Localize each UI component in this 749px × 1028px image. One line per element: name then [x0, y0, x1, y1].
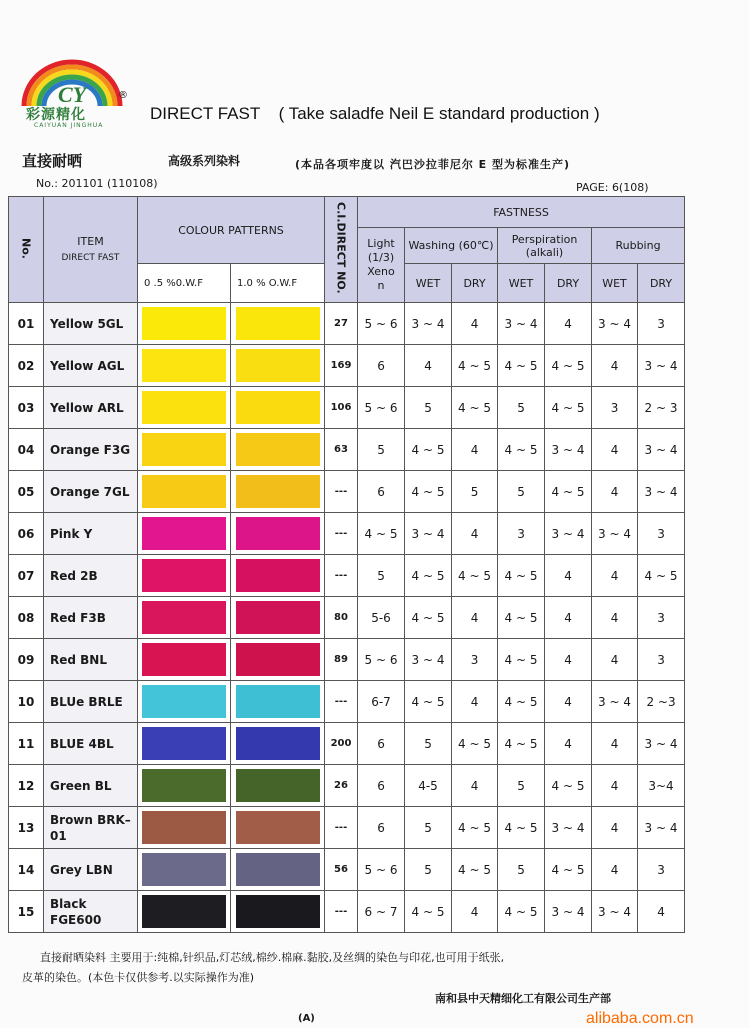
swatch-cell-10: [231, 891, 325, 933]
cell-rub-dry: 4: [638, 891, 685, 933]
cell-no: 15: [9, 891, 44, 933]
cell-persp-dry: 4: [545, 681, 592, 723]
swatch-cell-10: [231, 387, 325, 429]
rainbow-logo-icon: [18, 58, 126, 108]
cell-item: Brown BRK–01: [44, 807, 138, 849]
cell-item: Red 2B: [44, 555, 138, 597]
cell-rub-wet: 4: [592, 639, 638, 681]
cell-wash-dry: 4 ~ 5: [452, 555, 498, 597]
cell-persp-dry: 4 ~ 5: [545, 387, 592, 429]
header-pattern-05: 0 .5 %0.W.F: [138, 264, 231, 303]
colour-swatch-05: [142, 895, 226, 928]
cell-item: Yellow 5GL: [44, 303, 138, 345]
note-line-2: 皮革的染色。(本色卡仅供参考.以实际操作为准): [22, 971, 255, 984]
cell-no: 10: [9, 681, 44, 723]
cell-no: 11: [9, 723, 44, 765]
cell-ci: 89: [325, 639, 358, 681]
table-row: [9, 807, 685, 849]
cell-wash-dry: 4 ~ 5: [452, 387, 498, 429]
cell-item: Yellow AGL: [44, 345, 138, 387]
cell-rub-dry: 2 ~ 3: [638, 387, 685, 429]
cell-rub-dry: 3 ~ 4: [638, 723, 685, 765]
cell-persp-dry: 4 ~ 5: [545, 849, 592, 891]
cell-wash-dry: 4 ~ 5: [452, 807, 498, 849]
colour-swatch-05: [142, 433, 226, 466]
cell-wash-wet: 3 ~ 4: [405, 513, 452, 555]
swatch-cell-10: [231, 555, 325, 597]
table-row: [9, 681, 685, 723]
standard-note-cn: (本品各项牢度以 汽巴沙拉菲尼尔 E 型为标准生产): [295, 158, 571, 171]
cell-wash-dry: 3: [452, 639, 498, 681]
cell-wash-dry: 4 ~ 5: [452, 723, 498, 765]
cell-wash-wet: 4 ~ 5: [405, 891, 452, 933]
cell-persp-wet: 5: [498, 849, 545, 891]
cell-persp-dry: 3 ~ 4: [545, 513, 592, 555]
cell-rub-wet: 4: [592, 723, 638, 765]
cell-persp-dry: 4: [545, 597, 592, 639]
cell-light: 5 ~ 6: [358, 387, 405, 429]
page-title: [150, 104, 600, 124]
colour-swatch-10: [236, 685, 320, 718]
swatch-cell-05: [138, 639, 231, 681]
colour-swatch-05: [142, 769, 226, 802]
cell-no: 14: [9, 849, 44, 891]
cell-wash-wet: 4 ~ 5: [405, 681, 452, 723]
colour-swatch-10: [236, 391, 320, 424]
cell-wash-wet: 4 ~ 5: [405, 471, 452, 513]
cell-persp-wet: 4 ~ 5: [498, 555, 545, 597]
cell-persp-wet: 4 ~ 5: [498, 597, 545, 639]
series-cn: 高级系列染料: [168, 154, 241, 168]
swatch-cell-05: [138, 891, 231, 933]
cell-no: 01: [9, 303, 44, 345]
cell-persp-dry: 4: [545, 723, 592, 765]
watermark: alibaba.com.cn: [586, 1010, 694, 1027]
cell-ci: 169: [325, 345, 358, 387]
cell-light: 6 ~ 7: [358, 891, 405, 933]
cell-rub-wet: 3 ~ 4: [592, 303, 638, 345]
cell-rub-dry: 3: [638, 303, 685, 345]
cell-persp-wet: 3: [498, 513, 545, 555]
cell-wash-wet: 3 ~ 4: [405, 303, 452, 345]
colour-swatch-05: [142, 307, 226, 340]
table-body: [9, 303, 685, 933]
cell-rub-dry: 2 ~3: [638, 681, 685, 723]
cell-rub-wet: 3 ~ 4: [592, 513, 638, 555]
cell-light: 6: [358, 765, 405, 807]
cell-ci: ---: [325, 681, 358, 723]
cell-light: 6: [358, 723, 405, 765]
cell-rub-dry: 4 ~ 5: [638, 555, 685, 597]
cell-persp-dry: 4: [545, 555, 592, 597]
colour-swatch-05: [142, 811, 226, 844]
swatch-cell-05: [138, 471, 231, 513]
cell-rub-wet: 4: [592, 849, 638, 891]
registered-mark: ®: [118, 90, 128, 101]
cell-light: 6-7: [358, 681, 405, 723]
cell-wash-dry: 4: [452, 765, 498, 807]
cell-persp-wet: 4 ~ 5: [498, 345, 545, 387]
cell-wash-wet: 3 ~ 4: [405, 639, 452, 681]
cell-persp-dry: 4: [545, 639, 592, 681]
cell-light: 6: [358, 807, 405, 849]
cell-rub-wet: 3: [592, 387, 638, 429]
header-fastness: FASTNESS: [358, 197, 685, 228]
cell-persp-wet: 4 ~ 5: [498, 891, 545, 933]
cell-wash-wet: 4-5: [405, 765, 452, 807]
cell-ci: ---: [325, 513, 358, 555]
cell-wash-dry: 4: [452, 597, 498, 639]
swatch-cell-10: [231, 345, 325, 387]
cell-persp-wet: 4 ~ 5: [498, 807, 545, 849]
swatch-cell-10: [231, 765, 325, 807]
cell-no: 08: [9, 597, 44, 639]
cell-persp-dry: 3 ~ 4: [545, 891, 592, 933]
header-wash-wet: WET: [405, 264, 452, 303]
cell-wash-wet: 4 ~ 5: [405, 597, 452, 639]
cell-no: 13: [9, 807, 44, 849]
cell-no: 09: [9, 639, 44, 681]
colour-swatch-10: [236, 517, 320, 550]
header-rubbing: Rubbing: [592, 228, 685, 264]
cell-light: 5 ~ 6: [358, 849, 405, 891]
header-persp-dry: DRY: [545, 264, 592, 303]
cell-wash-dry: 4 ~ 5: [452, 345, 498, 387]
cell-persp-dry: 3 ~ 4: [545, 807, 592, 849]
swatch-cell-10: [231, 723, 325, 765]
swatch-cell-10: [231, 849, 325, 891]
cell-wash-wet: 4: [405, 345, 452, 387]
cell-rub-dry: 3: [638, 639, 685, 681]
cell-item: Pink Y: [44, 513, 138, 555]
table-row: [9, 849, 685, 891]
header-ci-direct: C.I.DIRECT NO.: [325, 197, 358, 303]
cell-wash-dry: 4: [452, 303, 498, 345]
table-row: [9, 723, 685, 765]
cell-no: 07: [9, 555, 44, 597]
colour-swatch-05: [142, 559, 226, 592]
cell-light: 6: [358, 345, 405, 387]
cell-wash-dry: 4: [452, 891, 498, 933]
cell-rub-dry: 3: [638, 513, 685, 555]
table-row: [9, 429, 685, 471]
cell-persp-wet: 3 ~ 4: [498, 303, 545, 345]
table-row: [9, 891, 685, 933]
cell-item: Yellow ARL: [44, 387, 138, 429]
cell-light: 4 ~ 5: [358, 513, 405, 555]
cell-wash-dry: 5: [452, 471, 498, 513]
cell-no: 12: [9, 765, 44, 807]
cell-rub-dry: 3 ~ 4: [638, 471, 685, 513]
header-washing: Washing (60℃): [405, 228, 498, 264]
colour-swatch-10: [236, 307, 320, 340]
swatch-cell-10: [231, 471, 325, 513]
swatch-cell-05: [138, 765, 231, 807]
cell-persp-wet: 5: [498, 387, 545, 429]
swatch-cell-10: [231, 429, 325, 471]
cell-item: Black FGE600: [44, 891, 138, 933]
cell-persp-dry: 4 ~ 5: [545, 345, 592, 387]
colour-swatch-10: [236, 559, 320, 592]
colour-swatch-05: [142, 349, 226, 382]
swatch-cell-05: [138, 723, 231, 765]
note-line-1: 直接耐晒染料 主要用于:纯棉,针织品,灯芯绒,棉纱.棉麻.黏胶,及丝绸的染色与印花,也可用于纸张,: [40, 951, 505, 964]
table-row: [9, 639, 685, 681]
colour-swatch-05: [142, 475, 226, 508]
colour-swatch-10: [236, 601, 320, 634]
colour-swatch-10: [236, 769, 320, 802]
page-letter: (A): [298, 1013, 315, 1024]
cell-rub-wet: 4: [592, 765, 638, 807]
cell-wash-dry: 4 ~ 5: [452, 849, 498, 891]
header-pattern-10: 1.0 % O.W.F: [231, 264, 325, 303]
cell-item: Grey LBN: [44, 849, 138, 891]
colour-swatch-10: [236, 811, 320, 844]
swatch-cell-10: [231, 639, 325, 681]
cell-no: 03: [9, 387, 44, 429]
cell-no: 02: [9, 345, 44, 387]
cell-wash-wet: 5: [405, 849, 452, 891]
swatch-cell-05: [138, 429, 231, 471]
colour-swatch-10: [236, 475, 320, 508]
cell-light: 5-6: [358, 597, 405, 639]
header-item: ITEM DIRECT FAST: [44, 197, 138, 303]
colour-swatch-10: [236, 727, 320, 760]
cell-item: Green BL: [44, 765, 138, 807]
cell-persp-wet: 4 ~ 5: [498, 723, 545, 765]
table-row: [9, 471, 685, 513]
cell-rub-wet: 3 ~ 4: [592, 681, 638, 723]
cell-rub-wet: 3 ~ 4: [592, 891, 638, 933]
logo-text-cn: 彩源精化: [26, 107, 86, 123]
table-row: [9, 345, 685, 387]
cell-rub-wet: 4: [592, 807, 638, 849]
colour-swatch-10: [236, 643, 320, 676]
cell-light: 5: [358, 555, 405, 597]
cell-wash-wet: 5: [405, 807, 452, 849]
cell-persp-wet: 4 ~ 5: [498, 429, 545, 471]
cell-rub-dry: 3~4: [638, 765, 685, 807]
cell-ci: 56: [325, 849, 358, 891]
page-number: PAGE: 6(108): [576, 181, 649, 194]
cell-wash-dry: 4: [452, 429, 498, 471]
svg-text:CY: CY: [58, 82, 87, 107]
header-rub-wet: WET: [592, 264, 638, 303]
swatch-cell-05: [138, 303, 231, 345]
cell-light: 5: [358, 429, 405, 471]
swatch-cell-05: [138, 555, 231, 597]
cell-persp-dry: 4 ~ 5: [545, 471, 592, 513]
cell-ci: ---: [325, 891, 358, 933]
cell-ci: 26: [325, 765, 358, 807]
cell-wash-wet: 5: [405, 723, 452, 765]
cell-ci: ---: [325, 471, 358, 513]
cell-item: BLUe BRLE: [44, 681, 138, 723]
swatch-cell-05: [138, 597, 231, 639]
title-note: ( Take saladfe Neil E standard production ): [278, 104, 600, 123]
colour-swatch-10: [236, 433, 320, 466]
cell-ci: 27: [325, 303, 358, 345]
title-cn: 直接耐晒: [22, 152, 83, 170]
header-perspiration: Perspiration (alkali): [498, 228, 592, 264]
header-light: Light (1/3) Xeno n: [358, 228, 405, 303]
table-row: [9, 597, 685, 639]
cell-item: Orange 7GL: [44, 471, 138, 513]
cell-persp-dry: 4: [545, 303, 592, 345]
swatch-cell-05: [138, 387, 231, 429]
header-wash-dry: DRY: [452, 264, 498, 303]
colour-swatch-05: [142, 517, 226, 550]
cell-persp-wet: 4 ~ 5: [498, 681, 545, 723]
fastness-table: [8, 196, 685, 933]
cell-rub-dry: 3 ~ 4: [638, 807, 685, 849]
cell-rub-wet: 4: [592, 471, 638, 513]
colour-swatch-05: [142, 853, 226, 886]
cell-persp-wet: 5: [498, 765, 545, 807]
cell-item: Orange F3G: [44, 429, 138, 471]
table-row: [9, 555, 685, 597]
cell-wash-wet: 5: [405, 387, 452, 429]
colour-swatch-10: [236, 349, 320, 382]
header-persp-wet: WET: [498, 264, 545, 303]
cell-rub-wet: 4: [592, 597, 638, 639]
cell-persp-dry: 4 ~ 5: [545, 765, 592, 807]
cell-ci: ---: [325, 555, 358, 597]
cell-persp-wet: 5: [498, 471, 545, 513]
swatch-cell-05: [138, 849, 231, 891]
cell-ci: 80: [325, 597, 358, 639]
swatch-cell-10: [231, 681, 325, 723]
header-rub-dry: DRY: [638, 264, 685, 303]
cell-rub-wet: 4: [592, 429, 638, 471]
cell-rub-dry: 3 ~ 4: [638, 429, 685, 471]
cell-item: Red F3B: [44, 597, 138, 639]
cell-ci: 63: [325, 429, 358, 471]
table-row: [9, 303, 685, 345]
cell-rub-wet: 4: [592, 555, 638, 597]
colour-swatch-05: [142, 643, 226, 676]
colour-swatch-10: [236, 853, 320, 886]
swatch-cell-10: [231, 807, 325, 849]
table-row: [9, 513, 685, 555]
swatch-cell-05: [138, 513, 231, 555]
cell-rub-dry: 3: [638, 849, 685, 891]
doc-number: No.: 201101 (110108): [36, 177, 158, 190]
cell-wash-dry: 4: [452, 513, 498, 555]
swatch-cell-10: [231, 597, 325, 639]
cell-wash-wet: 4 ~ 5: [405, 555, 452, 597]
logo-text-en: CAIYUAN JINGHUA: [34, 122, 104, 129]
colour-swatch-10: [236, 895, 320, 928]
cell-persp-wet: 4 ~ 5: [498, 639, 545, 681]
table-row: [9, 765, 685, 807]
cell-item: Red BNL: [44, 639, 138, 681]
cell-light: 5 ~ 6: [358, 639, 405, 681]
cell-light: 5 ~ 6: [358, 303, 405, 345]
cell-rub-dry: 3: [638, 597, 685, 639]
swatch-cell-05: [138, 345, 231, 387]
cell-light: 6: [358, 471, 405, 513]
cell-no: 04: [9, 429, 44, 471]
cell-no: 06: [9, 513, 44, 555]
title-direct-fast: DIRECT FAST: [150, 104, 260, 123]
header-colour-patterns: COLOUR PATTERNS: [138, 197, 325, 264]
cell-rub-dry: 3 ~ 4: [638, 345, 685, 387]
cell-persp-dry: 3 ~ 4: [545, 429, 592, 471]
swatch-cell-05: [138, 681, 231, 723]
cell-ci: ---: [325, 807, 358, 849]
cell-wash-wet: 4 ~ 5: [405, 429, 452, 471]
colour-swatch-05: [142, 727, 226, 760]
cell-ci: 200: [325, 723, 358, 765]
table-row: [9, 387, 685, 429]
swatch-cell-10: [231, 513, 325, 555]
cell-ci: 106: [325, 387, 358, 429]
cell-item: BLUE 4BL: [44, 723, 138, 765]
colour-swatch-05: [142, 391, 226, 424]
colour-swatch-05: [142, 685, 226, 718]
swatch-cell-10: [231, 303, 325, 345]
swatch-cell-05: [138, 807, 231, 849]
colour-swatch-05: [142, 601, 226, 634]
usage-note: [22, 948, 722, 988]
header-no: No.: [9, 197, 44, 303]
cell-wash-dry: 4: [452, 681, 498, 723]
company-name: 南和县中天精细化工有限公司生产部: [435, 992, 611, 1005]
cell-rub-wet: 4: [592, 345, 638, 387]
cell-no: 05: [9, 471, 44, 513]
